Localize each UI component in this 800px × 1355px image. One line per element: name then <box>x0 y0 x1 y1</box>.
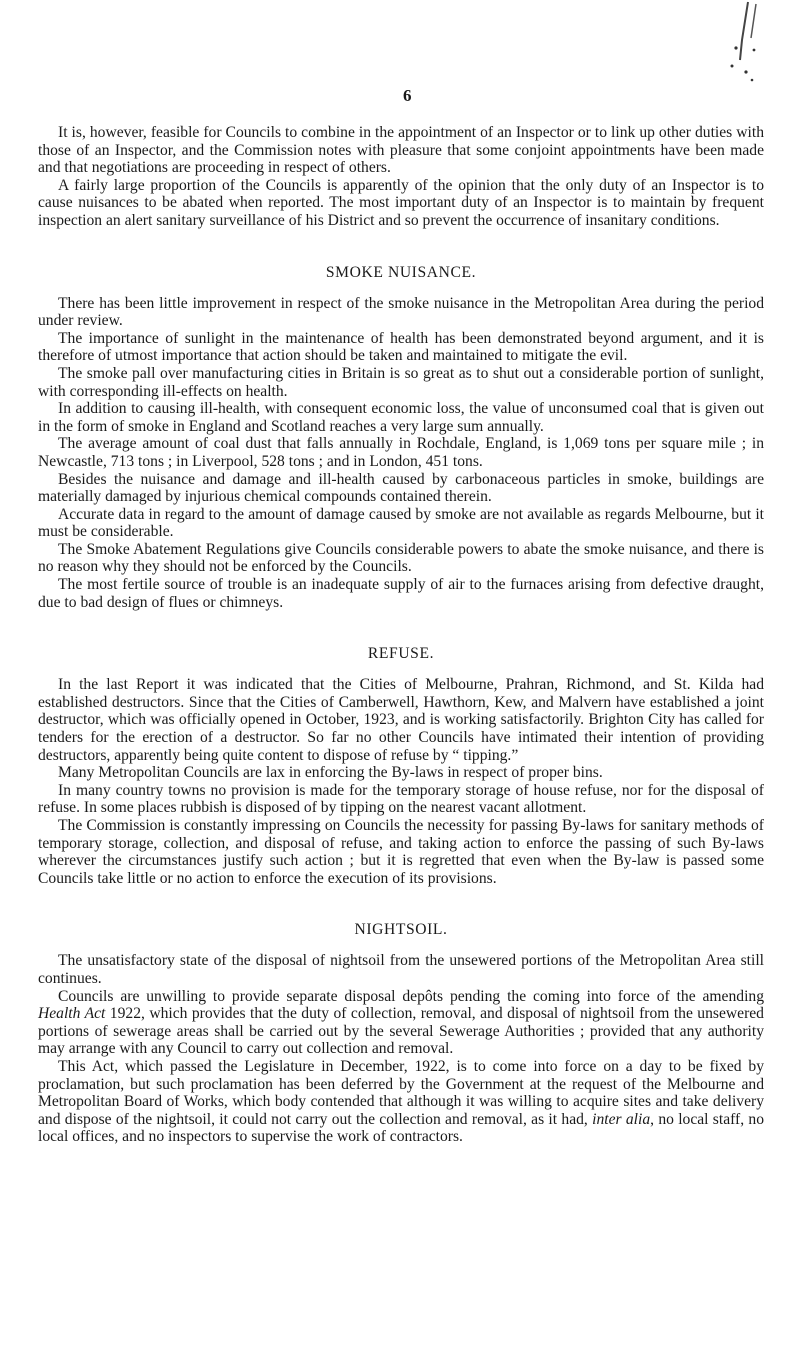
latin-phrase: inter alia <box>592 1110 651 1128</box>
refuse-heading: REFUSE. <box>367 645 435 663</box>
nightsoil-heading: NIGHTSOIL. <box>354 921 448 939</box>
ink-marks <box>718 0 778 90</box>
refuse-paragraph: In the last Report it was indicated that the Cities of Melbourne, Prahran, Richmond, and St. Kilda had established destructors. Since that the Cities of Camberwell, Hawthorn, Kew, and Malvern have established a joint destructor, which was officially opened in October, 1923, and is working satisfactorily. Brighton City has called for tenders for the erection of a destructor. So far no other Councils have intimated their intention of providing destructors, apparently being quite content to dispose of refuse by “ tipping.” <box>38 676 764 764</box>
refuse-paragraph: Many Metropolitan Councils are lax in enforcing the By-laws in respect of proper bins. <box>58 764 603 782</box>
intro-paragraph-1: It is, however, feasible for Councils to combine in the appointment of an Inspector or to link up other duties with those of an Inspector, and the Commission notes with pleasure that some conjoint appointments have been made and that negotiations are proceeding in respect of others. <box>38 124 764 177</box>
nightsoil-paragraph <box>38 988 764 1058</box>
smoke-paragraph: The smoke pall over manufacturing cities in Britain is so great as to shut out a considerable portion of sunlight, with corresponding ill-effects on health. <box>38 364 764 400</box>
smoke-paragraph: The Smoke Abatement Regulations give Councils considerable powers to abate the smoke nuisance, and there is no reason why they should not be enforced by the Councils. <box>38 540 764 576</box>
refuse-paragraph: The Commission is constantly impressing on Councils the necessity for passing By-laws for sanitary methods of temporary storage, collection, and disposal of refuse, and taking action to enforce the passing of such By-laws wherever the circumstances justify such action ; but it is regretted that even when the By-law is passed some Councils take little or no action to enforce the execution of its provisions. <box>38 817 764 887</box>
smoke-paragraph: The importance of sunlight in the maintenance of health has been demonstrated beyond argument, and it is therefore of utmost importance that action should be taken and maintained to mitigate the evil. <box>38 329 764 365</box>
smoke-paragraph: Besides the nuisance and damage and ill-health caused by carbonaceous particles in smoke, buildings are materially damaged by injurious chemical compounds contained therein. <box>38 470 764 506</box>
refuse-paragraph: In many country towns no provision is made for the temporary storage of house refuse, nor for the disposal of refuse. In some places rubbish is disposed of by tipping on the nearest vacant allotment. <box>38 781 764 817</box>
page-content <box>38 124 764 1146</box>
nightsoil-text: 1922, which provides that the duty of collection, removal, and disposal of nightsoil from the unsewered portions of sewerage areas shall be carried out by the several Sewerage Authorities ; provided that any authority may arrange with any Council to carry out collection and removal. <box>38 1005 764 1058</box>
act-title: Health Act <box>38 1005 106 1023</box>
smoke-paragraph: There has been little improvement in respect of the smoke nuisance in the Metropolitan Area during the period under review. <box>38 294 764 330</box>
smoke-paragraph: The most fertile source of trouble is an inadequate supply of air to the furnaces arising from defective draught, due to bad design of flues or chimneys. <box>38 576 764 611</box>
nightsoil-text: , no local staff, no local offices, and no inspectors to supervise the work of contractors. <box>38 1110 765 1146</box>
smoke-paragraph: In addition to causing ill-health, with consequent economic loss, the value of unconsumed coal that is given out in the form of smoke in England and Scotland reaches a very large sum annually. <box>38 400 764 435</box>
smoke-paragraph: The average amount of coal dust that falls annually in Rochdale, England, is 1,069 tons per square mile ; in Newcastle, 713 tons ; in Liverpool, 528 tons ; and in London, 451 tons. <box>38 435 764 470</box>
nightsoil-paragraph <box>38 1058 764 1146</box>
nightsoil-paragraph: The unsatisfactory state of the disposal of nightsoil from the unsewered portions of the Metropolitan Area still continues. <box>38 952 764 987</box>
nightsoil-text: This Act, which passed the Legislature in December, 1922, is to come into force on a day to be fixed by proclamation, but such proclamation has been deferred by the Government at the request of the Melbourne and Metropolitan Board of Works, which body contended that although it was willing to acquire sites and take delivery and dispose of the nightsoil, it could not carry out the collection and removal, as it had, <box>38 1057 764 1128</box>
smoke-nuisance-heading: SMOKE NUISANCE. <box>325 263 477 281</box>
page-number: 6 <box>403 86 412 105</box>
smoke-paragraph: Accurate data in regard to the amount of damage caused by smoke are not available as regards Melbourne, but it must be considerable. <box>38 505 764 541</box>
intro-paragraph-2: A fairly large proportion of the Councils is apparently of the opinion that the only duty of an Inspector is to cause nuisances to be abated when reported. The most important duty of an Inspector is to maintain by frequent inspection an alert sanitary surveillance of his District and so prevent the occurrence of insanitary conditions. <box>38 176 764 229</box>
nightsoil-text: Councils are unwilling to provide separate disposal depôts pending the coming into force of the amending <box>58 987 764 1005</box>
